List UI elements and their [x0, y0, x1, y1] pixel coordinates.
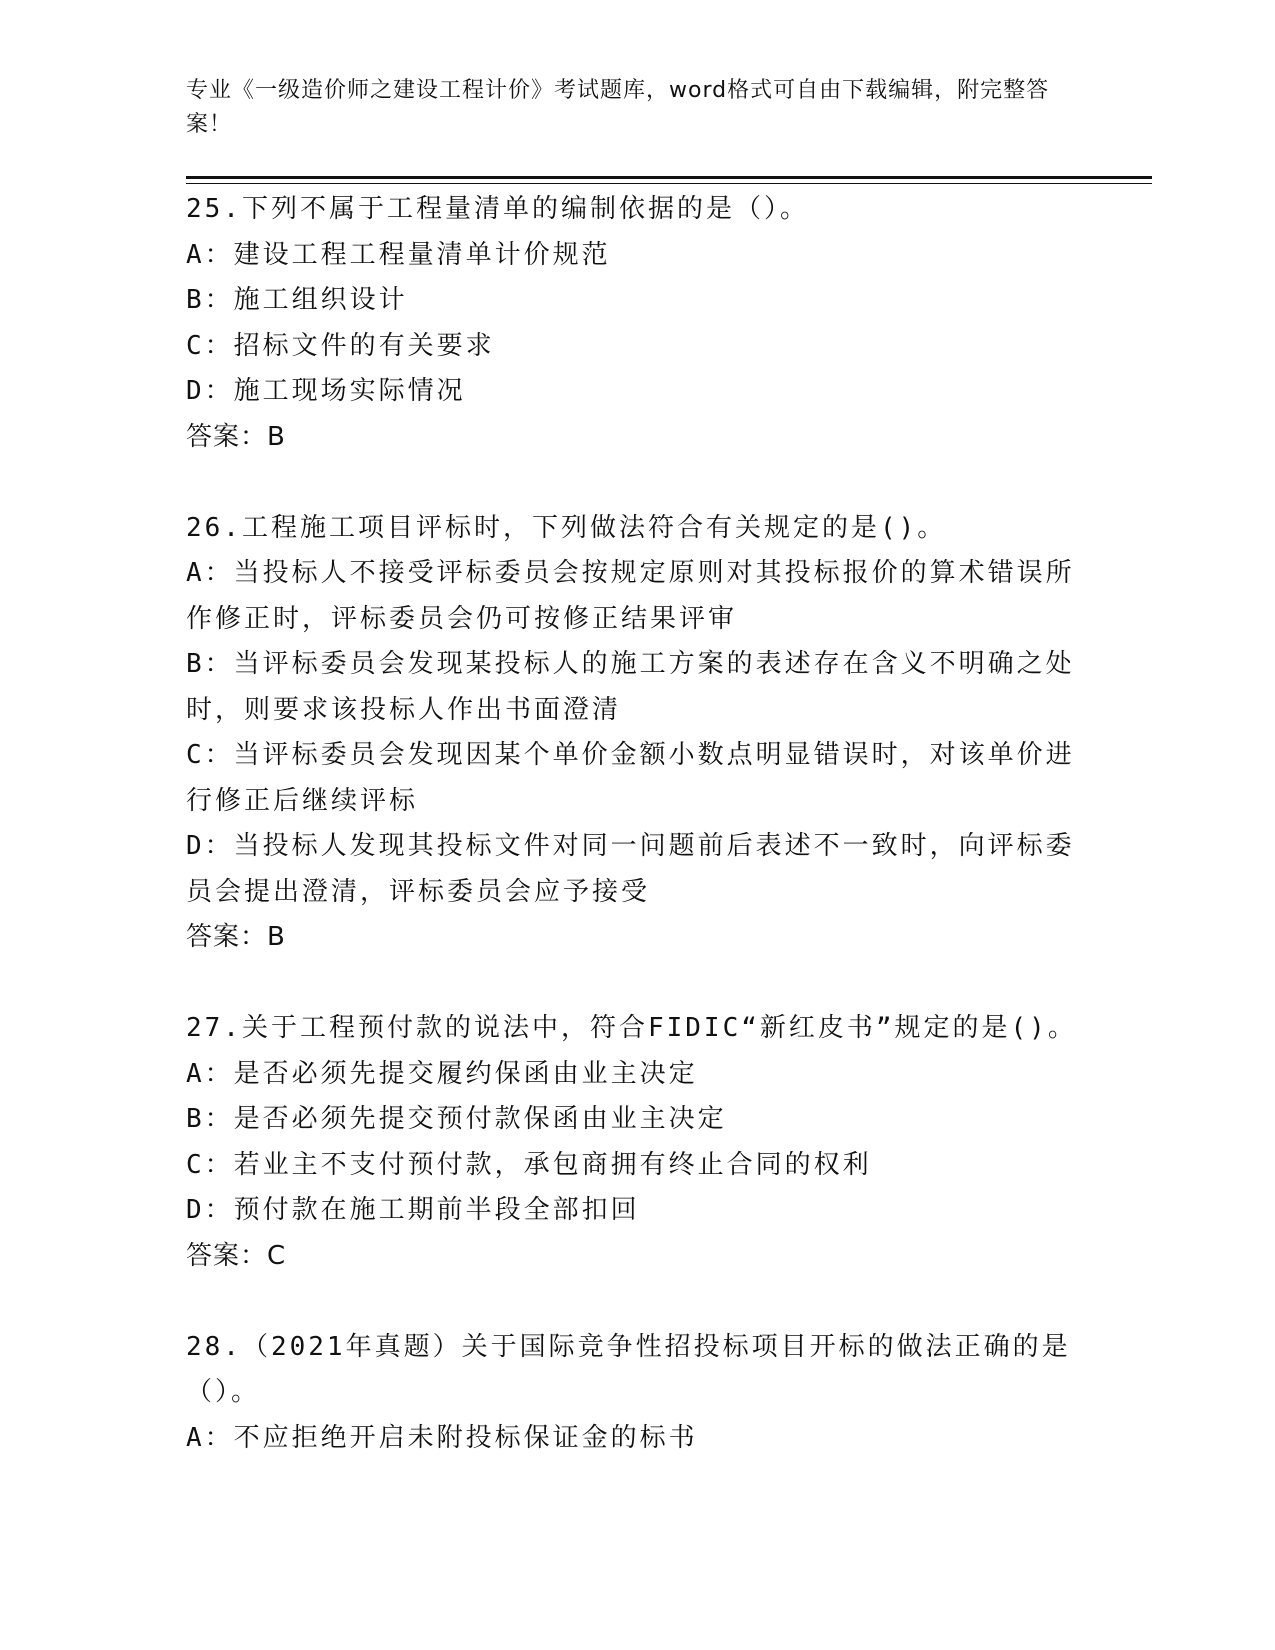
- option-d: D：施工现场实际情况: [186, 376, 466, 406]
- spacer: [186, 961, 1086, 1007]
- question-27: [186, 1006, 1086, 1279]
- question-25: [186, 187, 1086, 460]
- page-header: 专业《一级造价师之建设工程计价》考试题库，word格式可自由下载编辑，附完整答案！: [186, 78, 1050, 137]
- question-26: [186, 506, 1086, 961]
- question-stem: 27.关于工程预付款的说法中，符合FIDIC“新红皮书”规定的是()。: [186, 1013, 1077, 1043]
- option-d: D：预付款在施工期前半段全部扣回: [186, 1195, 640, 1225]
- question-stem: 28.（2021年真题）关于国际竞争性招投标项目开标的做法正确的是（）。: [186, 1331, 1071, 1407]
- option-c: C：若业主不支付预付款，承包商拥有终止合同的权利: [186, 1149, 872, 1180]
- option-b: B：当评标委员会发现某投标人的施工方案的表述存在含义不明确之处时，则要求该投标人作出书面澄清: [186, 649, 1075, 725]
- option-c: C：招标文件的有关要求: [186, 330, 495, 361]
- option-b: B：施工组织设计: [186, 285, 408, 315]
- option-d: D：当投标人发现其投标文件对同一问题前后表述不一致时，向评标委员会提出澄清，评标委员会应予接受: [186, 831, 1075, 907]
- option-b: B：是否必须先提交预付款保函由业主决定: [186, 1104, 727, 1134]
- question-list: [186, 187, 1086, 1461]
- answer-line: 答案：B: [186, 922, 286, 952]
- option-a: A：是否必须先提交履约保函由业主决定: [186, 1058, 698, 1089]
- question-28: [186, 1325, 1086, 1462]
- answer-line: 答案：C: [186, 1240, 287, 1271]
- header-divider-thick: [186, 176, 1152, 179]
- answer-line: 答案：B: [186, 421, 286, 452]
- question-stem: 26.工程施工项目评标时，下列做法符合有关规定的是()。: [186, 512, 947, 543]
- header-divider-thin: [186, 183, 1152, 184]
- spacer: [186, 1279, 1086, 1325]
- spacer: [186, 460, 1086, 506]
- option-c: C：当评标委员会发现因某个单价金额小数点明显错误时，对该单价进行修正后继续评标: [186, 740, 1075, 816]
- question-stem: 25.下列不属于工程量清单的编制依据的是（）。: [186, 194, 809, 224]
- option-a: A：当投标人不接受评标委员会按规定原则对其投标报价的算术错误所作修正时，评标委员会仍可按修正结果评审: [186, 558, 1075, 634]
- option-a: A：不应拒绝开启未附投标保证金的标书: [186, 1422, 698, 1453]
- option-a: A：建设工程工程量清单计价规范: [186, 239, 611, 270]
